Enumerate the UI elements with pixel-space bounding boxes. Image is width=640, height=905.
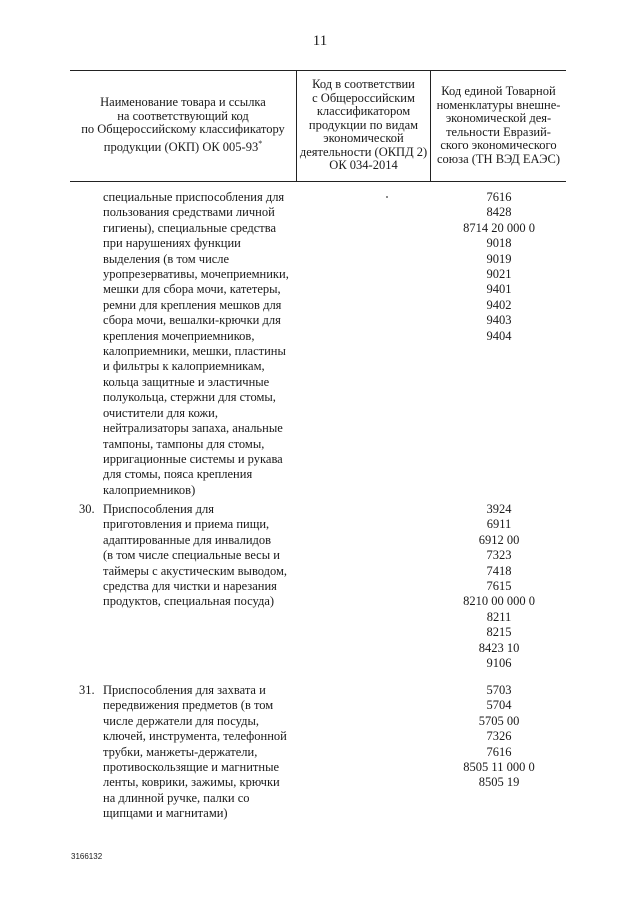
tnved-code: 8215 <box>486 625 512 640</box>
tnved-code: 7616 <box>486 744 512 759</box>
row-number: 30. <box>79 502 95 516</box>
product-name-line: мешки для сбора мочи, катетеры, <box>103 282 281 297</box>
product-name-line: калоприемников) <box>103 482 196 497</box>
tnved-code: 9019 <box>486 251 512 266</box>
row-number: 31. <box>79 683 95 697</box>
header-okpd2-text: Код в соответствии с Общероссийским классификатором продукции по видам экономической деятельности (ОКПД 2) ОК 034-2014 <box>299 77 428 173</box>
tnved-code: 8428 <box>486 205 512 220</box>
table-header-bottom-rule <box>70 181 566 182</box>
product-name-line: выделения (в том числе <box>103 251 230 266</box>
tnved-code: 9401 <box>486 282 512 297</box>
tnved-code: 8423 10 <box>478 640 520 655</box>
product-name-line: для стомы, пояса крепления <box>103 467 253 482</box>
tnved-code: 9106 <box>486 656 512 671</box>
tnved-code: 5703 <box>486 683 512 697</box>
tnved-code: 3924 <box>486 502 512 516</box>
tnved-code: 7418 <box>486 563 512 578</box>
page-number: 11 <box>312 33 328 49</box>
product-name <box>103 190 303 498</box>
product-name-line: нейтрализаторы запаха, анальные <box>103 421 283 436</box>
product-name <box>103 502 303 610</box>
product-name-line: сбора мочи, вешалки-крючки для <box>103 313 281 328</box>
product-name-line: приготовления и приема пищи, <box>103 517 270 532</box>
tnved-code: 7326 <box>486 729 512 744</box>
tnved-code: 5705 00 <box>478 713 520 728</box>
product-name-line: на длинной ручке, палки со <box>103 790 250 805</box>
product-name-line: кольца защитные и эластичные <box>103 374 270 389</box>
tnved-code: 7616 <box>486 190 512 204</box>
product-name-line: числе держатели для посуды, <box>103 713 259 728</box>
product-name-line: очистители для кожи, <box>103 405 218 420</box>
tnved-code: 9403 <box>486 313 512 328</box>
product-name-line: Приспособления для <box>103 502 214 516</box>
tnved-code: 8211 <box>486 609 512 624</box>
tnved-code: 8505 19 <box>478 775 520 790</box>
header-okpd2 <box>297 72 430 179</box>
product-name-line: противоскользящие и магнитные <box>103 760 280 775</box>
product-name-line: специальные приспособления для <box>103 190 285 204</box>
product-name-line: тампоны, тампоны для стомы, <box>103 436 265 451</box>
table-header-top-rule <box>70 70 566 71</box>
product-name-line: гигиены), специальные средства <box>103 220 277 235</box>
product-name-line: передвижения предметов (в том <box>103 698 274 713</box>
tnved-code: 7323 <box>486 548 512 563</box>
tnved-code: 9021 <box>486 267 512 282</box>
product-name-line: крепления мочеприемников, <box>103 328 255 343</box>
product-name-line: при нарушениях функции <box>103 236 241 251</box>
header-tnved-text: Код единой Товарной номенклатуры внешне- экономической дея- тельности Евразий- ского экономического союза (ТН ВЭД ЕАЭС) <box>436 84 561 166</box>
tnved-codes <box>432 683 566 791</box>
product-name-line: (в том числе специальные весы и <box>103 548 280 563</box>
product-name-line: ленты, коврики, зажимы, крючки <box>103 775 280 790</box>
product-name-line: средства для чистки и нарезания <box>103 579 277 594</box>
tnved-code: 9404 <box>486 328 512 343</box>
header-tnved <box>431 72 566 179</box>
product-name-line: продуктов, специальная посуда) <box>103 594 275 609</box>
tnved-code: 8505 11 000 0 <box>463 760 535 775</box>
product-name-line: таймеры с акустическим выводом, <box>103 563 288 578</box>
product-name-line: трубки, манжеты-держатели, <box>103 744 258 759</box>
footnote-mark: * <box>258 138 263 148</box>
product-name <box>103 683 303 822</box>
product-name-line: ремни для крепления мешков для <box>103 297 282 312</box>
tnved-code: 7615 <box>486 579 512 594</box>
document-id: 3166132 <box>71 852 103 861</box>
product-name-line: щипцами и магнитами) <box>103 806 228 821</box>
tnved-code: 6911 <box>486 517 512 532</box>
tnved-codes <box>432 190 566 344</box>
header-product-name-text: Наименование товара и ссылка на соответствующий код по Общероссийскому классификатору продукции (ОКП) ОК 005-93 <box>81 95 285 155</box>
tnved-code: 9018 <box>486 236 512 251</box>
product-name-line: адаптированные для инвалидов <box>103 532 272 547</box>
tnved-code: 5704 <box>486 698 512 713</box>
product-name-line: уропрезервативы, мочеприемники, <box>103 267 289 282</box>
tnved-codes <box>432 502 566 671</box>
product-name-line: калоприемники, мешки, пластины <box>103 344 286 359</box>
tnved-code: 8714 20 000 0 <box>463 220 535 235</box>
tnved-code: 9402 <box>486 297 512 312</box>
tnved-code: 6912 00 <box>478 532 520 547</box>
product-name-line: ключей, инструмента, телефонной <box>103 729 287 744</box>
header-product-name <box>70 72 296 179</box>
product-name-line: полукольца, стержни для стомы, <box>103 390 276 405</box>
scan-speck <box>386 196 388 198</box>
tnved-code: 8210 00 000 0 <box>463 594 535 609</box>
product-name-line: Приспособления для захвата и <box>103 683 266 697</box>
product-name-line: пользования средствами личной <box>103 205 275 220</box>
product-name-line: ирригационные системы и рукава <box>103 451 283 466</box>
product-name-line: и фильтры к калоприемникам, <box>103 359 265 374</box>
